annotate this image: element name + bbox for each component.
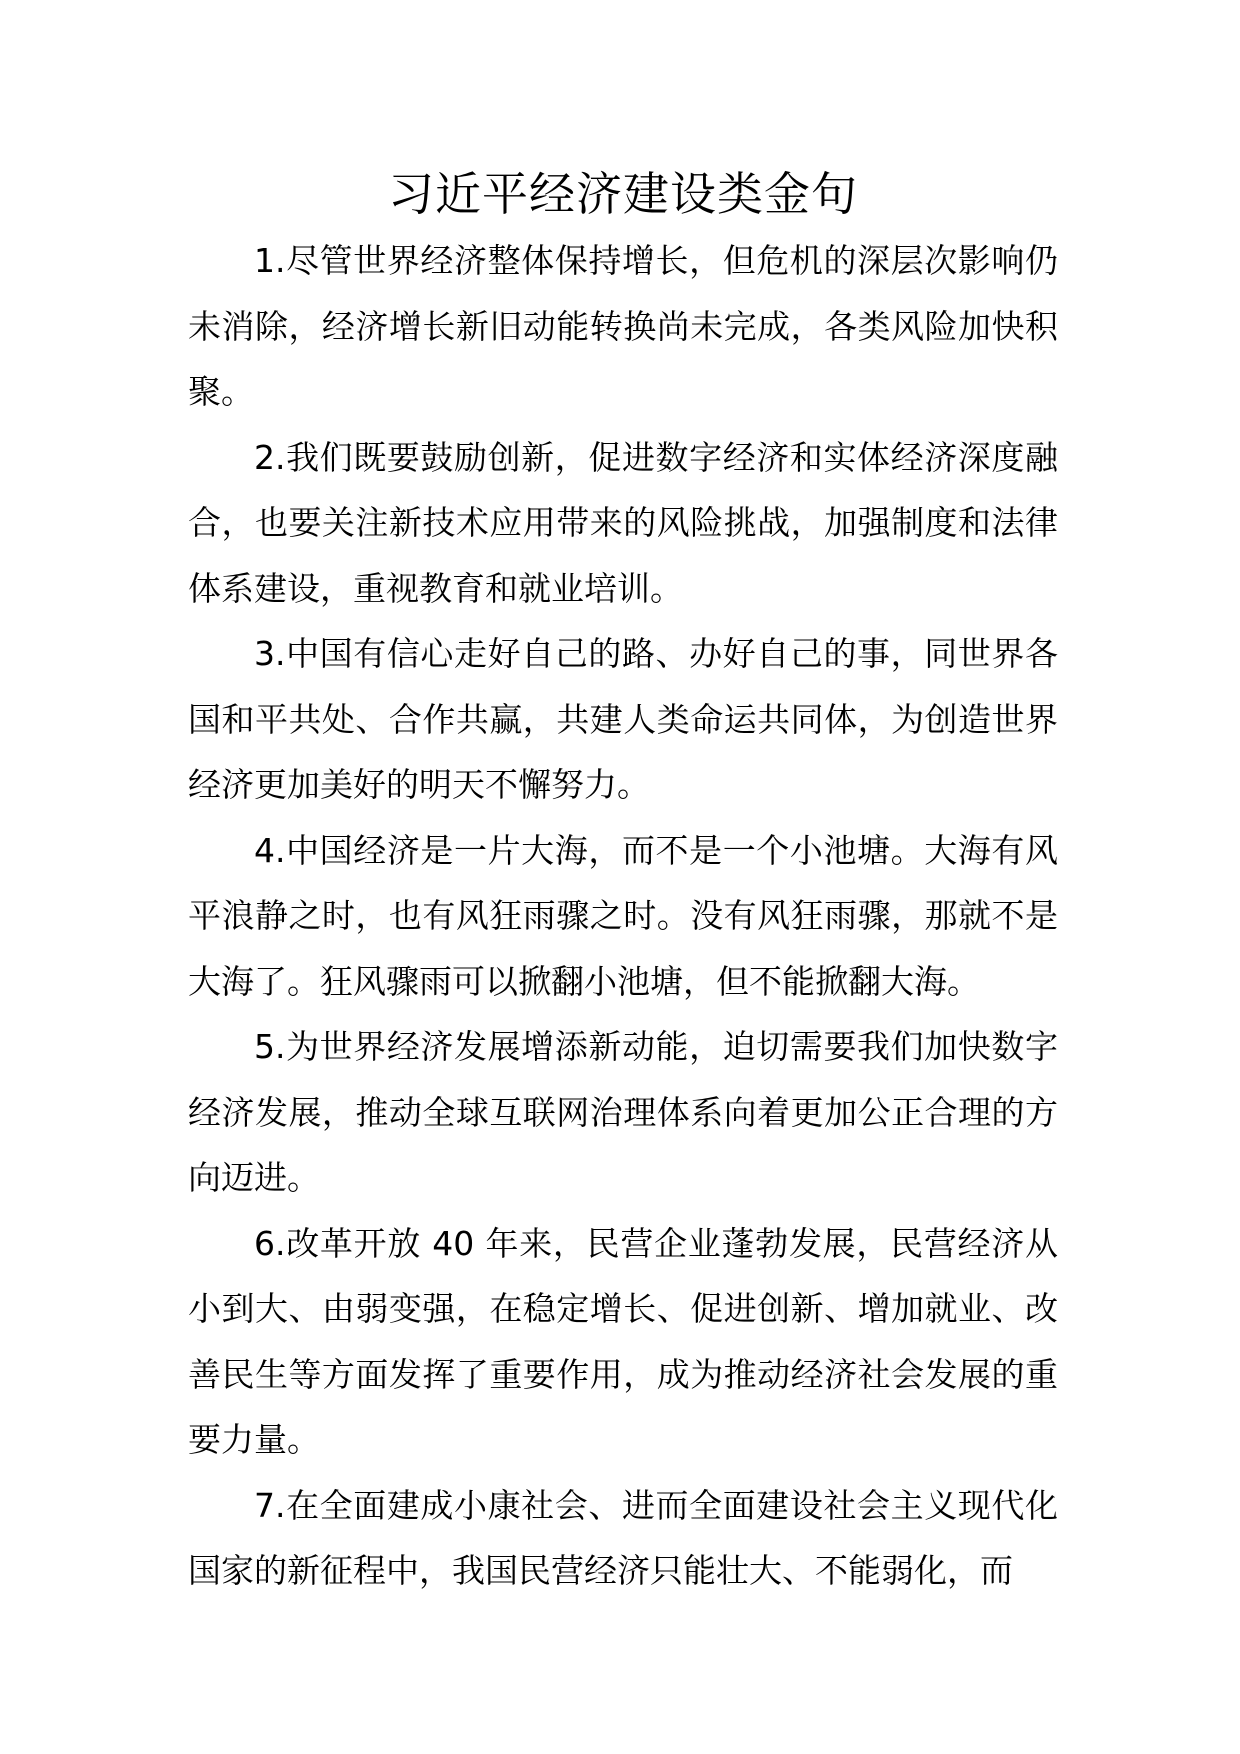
paragraph-3: 3.中国有信心走好自己的路、办好自己的事，同世界各国和平共处、合作共赢，共建人类命运共同体，为创造世界经济更加美好的明天不懈努力。: [188, 634, 1058, 804]
paragraph-4: 4.中国经济是一片大海，而不是一个小池塘。大海有风平浪静之时，也有风狂雨骤之时。没有风狂雨骤，那就不是大海了。狂风骤雨可以掀翻小池塘，但不能掀翻大海。: [188, 830, 1058, 1001]
paragraph-1: 1.尽管世界经济整体保持增长，但危机的深层次影响仍未消除，经济增长新旧动能转换尚未完成，各类风险加快积聚。: [188, 241, 1058, 411]
paragraph-7: 7.在全面建成小康社会、进而全面建设社会主义现代化国家的新征程中，我国民营经济只能壮大、不能弱化，而: [188, 1485, 1058, 1590]
paragraph-2: 2.我们既要鼓励创新，促进数字经济和实体经济深度融合，也要关注新技术应用带来的风险挑战，加强制度和法律体系建设，重视教育和就业培训。: [188, 437, 1058, 608]
paragraph-6: 6.改革开放 40 年来，民营企业蓬勃发展，民营经济从小到大、由弱变强，在稳定增长、促进创新、增加就业、改善民生等方面发挥了重要作用，成为推动经济社会发展的重要力量。: [188, 1223, 1058, 1459]
document-page: [188, 160, 1058, 1604]
document-title: 习近平经济建设类金句: [388, 167, 858, 221]
paragraph-5: 5.为世界经济发展增添新动能，迫切需要我们加快数字经济发展，推动全球互联网治理体系向着更加公正合理的方向迈进。: [188, 1027, 1058, 1197]
